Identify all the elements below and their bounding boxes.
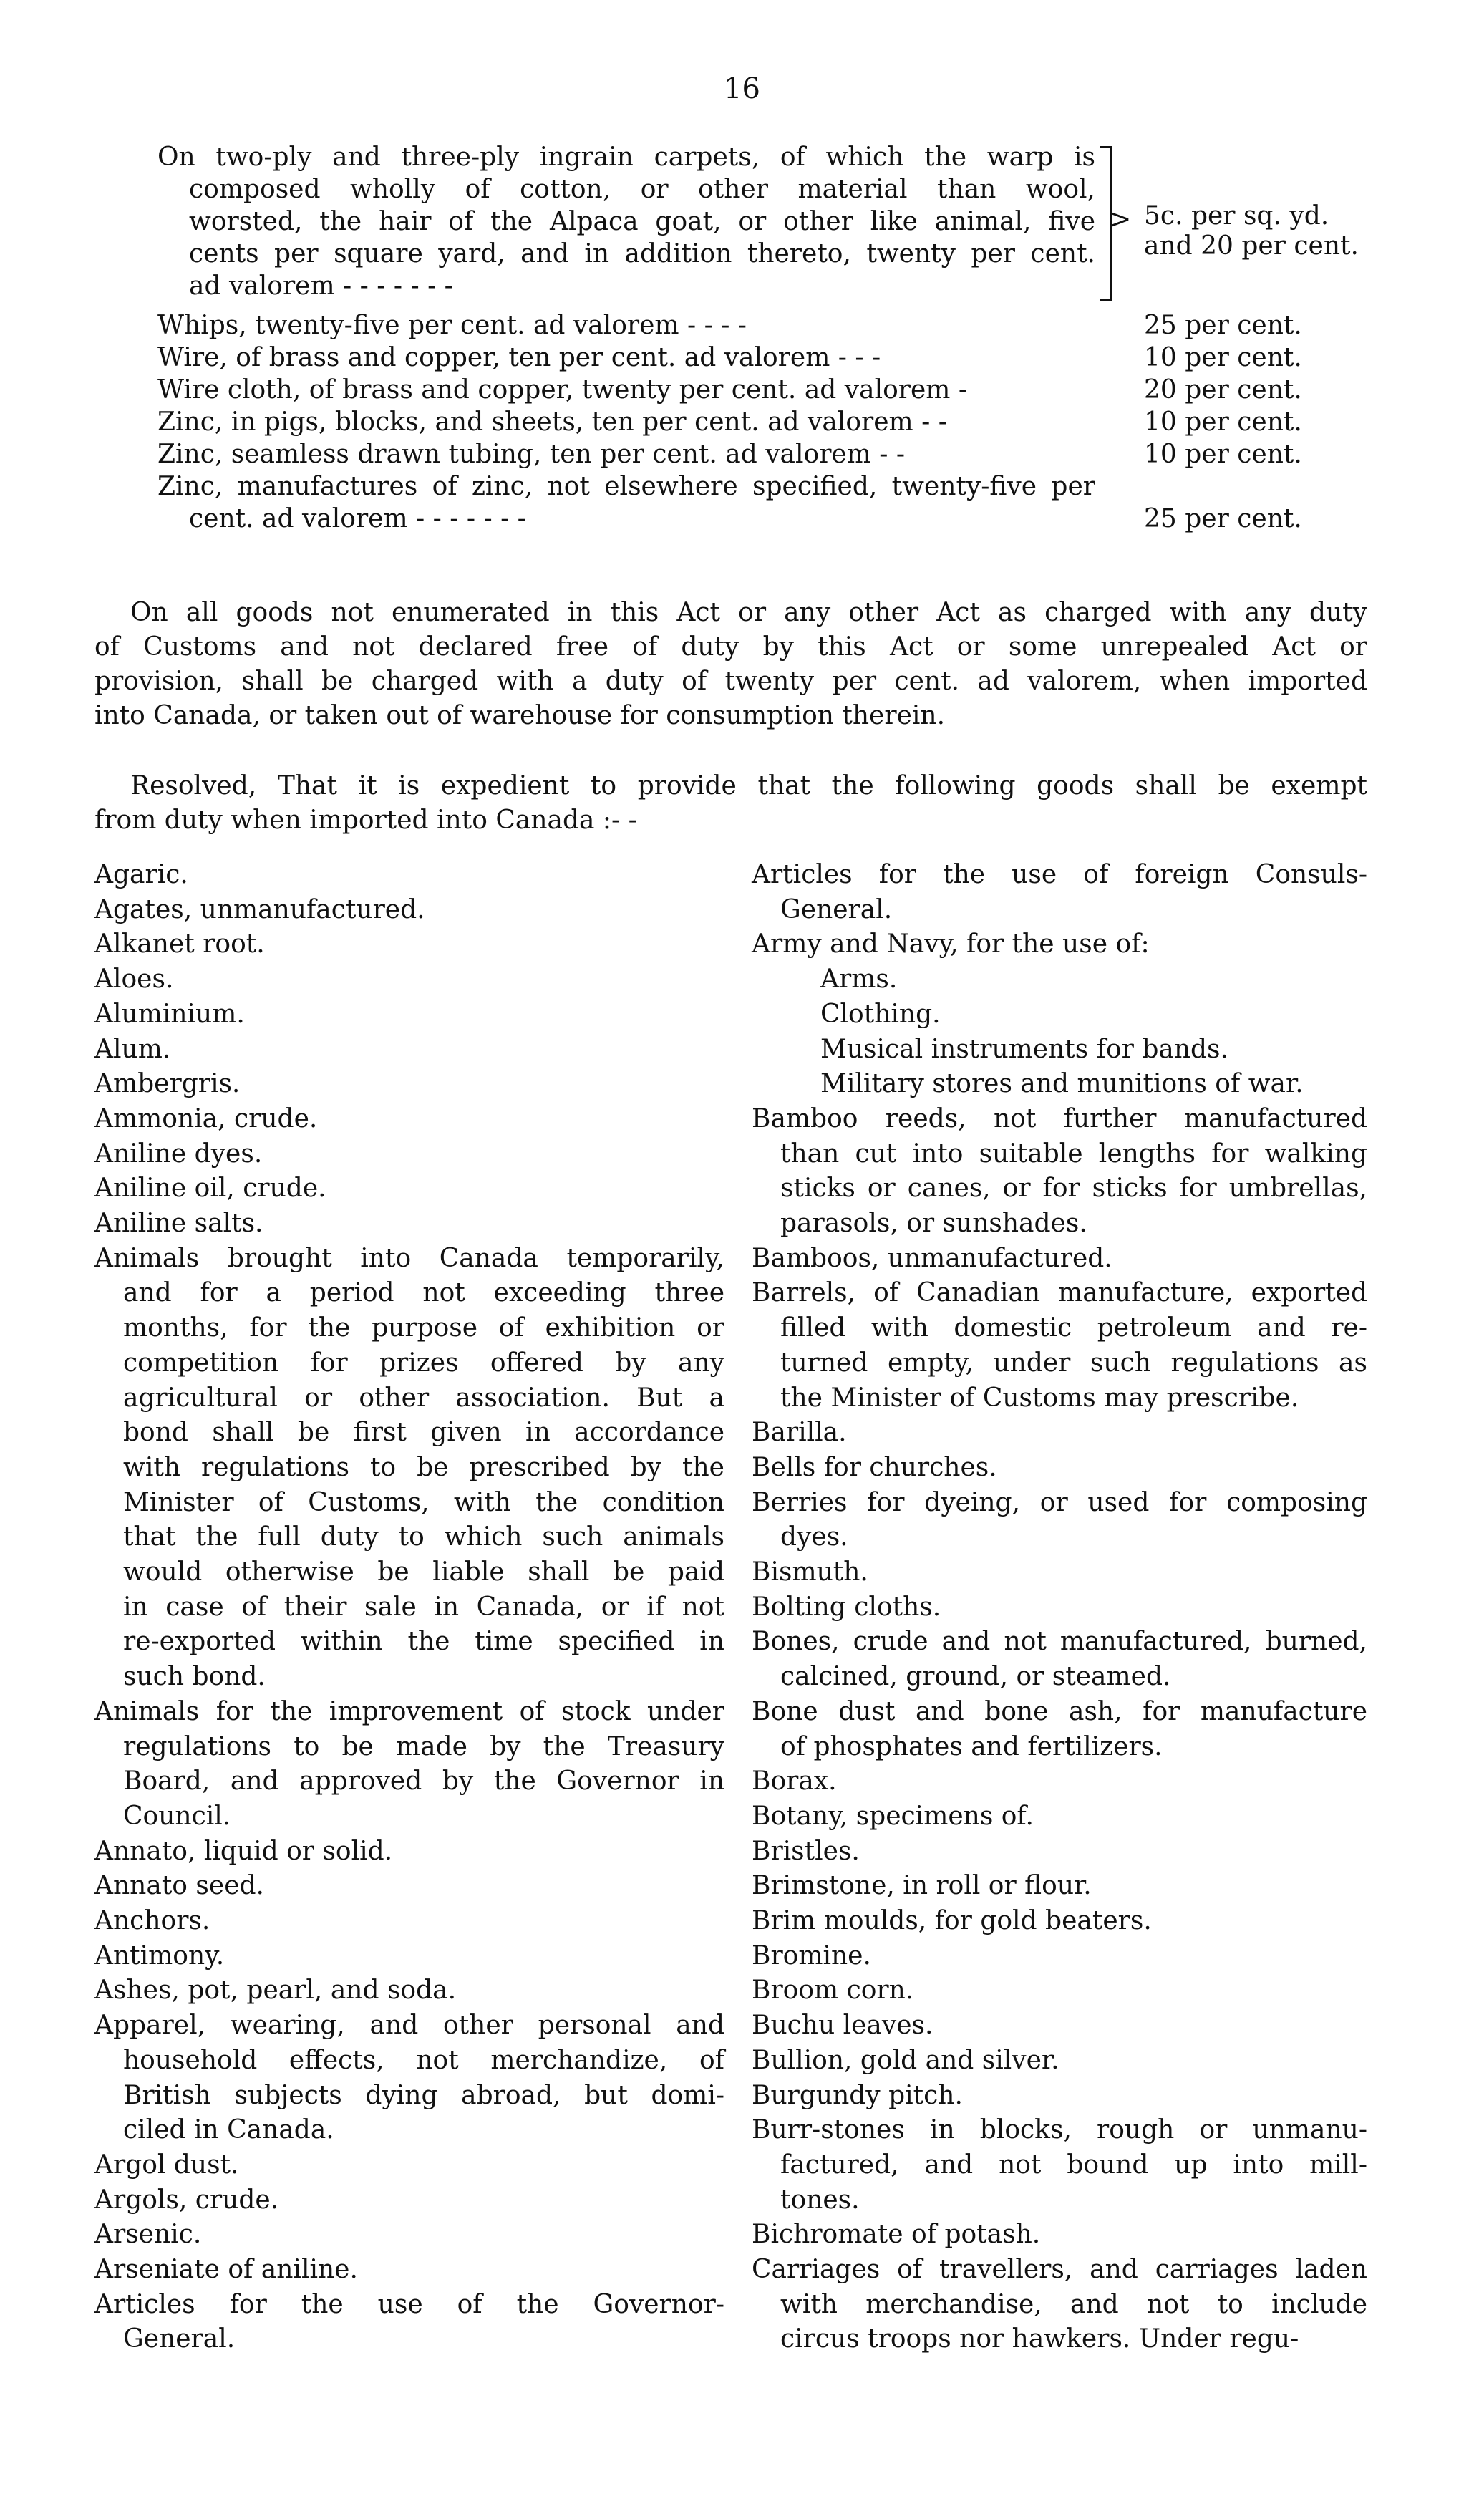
tariff-entry-line: Zinc, manufactures of zinc, not elsewhere specified, twenty-five per	[157, 472, 1095, 501]
list-item: Aniline oil, crude.	[94, 1174, 326, 1204]
list-item: would otherwise be liable shall be paid	[123, 1557, 724, 1587]
list-item: Arseniate of aniline.	[94, 2255, 358, 2284]
list-item: Arsenic.	[94, 2220, 202, 2250]
list-item: factured, and not bound up into mill-	[780, 2150, 1367, 2180]
list-item: Bullion, gold and silver.	[752, 2045, 1059, 2075]
tariff-entry-line: ad valorem - - - - - - -	[189, 271, 453, 301]
list-item: Borax.	[752, 1766, 837, 1797]
tariff-entry-line: Wire cloth, of brass and copper, twenty per cent. ad valorem -	[157, 375, 968, 405]
list-item: Bromine.	[752, 1940, 871, 1971]
list-item: re-exported within the time specified in	[123, 1627, 724, 1657]
list-item: Brim moulds, for gold beaters.	[752, 1906, 1152, 1935]
tariff-rate: 10 per cent.	[1144, 407, 1302, 437]
list-item: Burgundy pitch.	[752, 2080, 963, 2110]
tariff-rate: 25 per cent.	[1144, 504, 1302, 533]
list-item: Carriages of travellers, and carriages laden	[752, 2255, 1367, 2284]
list-item: Articles for the use of foreign Consuls-	[752, 860, 1367, 889]
paragraph-line: On all goods not enumerated in this Act or any other Act as charged with any duty	[130, 598, 1367, 627]
list-item: General.	[123, 2324, 236, 2354]
tariff-rate: 25 per cent.	[1144, 311, 1302, 340]
list-item: and for a period not exceeding three	[123, 1278, 724, 1308]
brace-point: >	[1110, 204, 1132, 234]
list-item: Antimony.	[94, 1940, 225, 1971]
list-item: sticks or canes, or for sticks for umbrellas,	[780, 1174, 1367, 1204]
list-item: Buchu leaves.	[752, 2011, 933, 2041]
list-item: with merchandise, and not to include	[780, 2289, 1367, 2319]
list-item: Board, and approved by the Governor in	[123, 1766, 724, 1797]
list-item: Broom corn.	[752, 1976, 914, 2006]
list-item: calcined, ground, or steamed.	[780, 1662, 1171, 1692]
tariff-entry-line: Whips, twenty-five per cent. ad valorem - - - -	[157, 311, 747, 340]
list-item: Aloes.	[94, 964, 174, 995]
list-item: in case of their sale in Canada, or if not	[123, 1592, 724, 1622]
tariff-entry-line: Wire, of brass and copper, ten per cent. ad valorem - - -	[157, 343, 881, 372]
tariff-rate: and 20 per cent.	[1144, 231, 1359, 261]
list-item: bond shall be first given in accordance	[123, 1418, 724, 1448]
list-item: tones.	[780, 2185, 860, 2215]
paragraph-line: of Customs and not declared free of duty by this Act or some unrepealed Act or	[94, 632, 1367, 662]
tariff-entry-line: cent. ad valorem - - - - - - -	[189, 504, 526, 533]
list-item: Annato, liquid or solid.	[94, 1836, 393, 1866]
tariff-rate: 10 per cent.	[1144, 440, 1302, 469]
list-item: Ammonia, crude.	[94, 1103, 318, 1133]
list-item: General.	[780, 894, 893, 924]
list-item: British subjects dying abroad, but domi-	[123, 2080, 724, 2110]
list-item: Ambergris.	[94, 1069, 241, 1099]
list-item: Clothing.	[820, 999, 941, 1029]
list-item: Annato seed.	[94, 1871, 264, 1901]
tariff-entry-line: worsted, the hair of the Alpaca goat, or other like animal, five	[189, 207, 1095, 236]
list-item: Animals brought into Canada temporarily,	[94, 1243, 724, 1273]
list-item: Apparel, wearing, and other personal and	[94, 2011, 724, 2041]
list-item: Minister of Customs, with the condition	[123, 1487, 724, 1517]
list-item: Arms.	[820, 964, 898, 995]
list-item: with regulations to be prescribed by the	[123, 1452, 724, 1482]
list-item: such bond.	[123, 1662, 266, 1692]
list-item: Articles for the use of the Governor-	[94, 2289, 724, 2319]
list-item: Bristles.	[752, 1836, 860, 1866]
list-item: Berries for dyeing, or used for composing	[752, 1487, 1367, 1517]
list-item: Military stores and munitions of war.	[820, 1069, 1304, 1099]
list-item: Bamboo reeds, not further manufactured	[752, 1103, 1367, 1133]
tariff-entry-line: Zinc, seamless drawn tubing, ten per cent. ad valorem - -	[157, 440, 906, 469]
list-item: that the full duty to which such animals	[123, 1522, 724, 1552]
paragraph-line: from duty when imported into Canada :- -	[94, 806, 637, 835]
list-item: Animals for the improvement of stock under	[94, 1696, 724, 1726]
tariff-rate: 10 per cent.	[1144, 343, 1302, 372]
list-item: Bones, crude and not manufactured, burned,	[752, 1627, 1367, 1657]
list-item: of phosphates and fertilizers.	[780, 1731, 1163, 1761]
list-item: ciled in Canada.	[123, 2115, 334, 2145]
list-item: Ashes, pot, pearl, and soda.	[94, 1976, 457, 2006]
list-item: Anchors.	[94, 1906, 210, 1935]
list-item: the Minister of Customs may prescribe.	[780, 1383, 1299, 1413]
list-item: parasols, or sunshades.	[780, 1209, 1087, 1238]
list-item: regulations to be made by the Treasury	[123, 1731, 724, 1761]
tariff-entry-line: composed wholly of cotton, or other material than wool,	[189, 175, 1095, 204]
page-number: 16	[724, 72, 760, 105]
paragraph-line: into Canada, or taken out of warehouse for consumption therein.	[94, 701, 946, 730]
list-item: turned empty, under such regulations as	[780, 1348, 1367, 1378]
list-item: Aniline dyes.	[94, 1138, 263, 1169]
list-item: Barilla.	[752, 1418, 847, 1448]
tariff-entry-line: cents per square yard, and in addition thereto, twenty per cent.	[189, 239, 1095, 269]
list-item: Argols, crude.	[94, 2185, 279, 2215]
list-item: Bichromate of potash.	[752, 2220, 1041, 2250]
list-item: agricultural or other association. But a	[123, 1383, 724, 1413]
list-item: competition for prizes offered by any	[123, 1348, 724, 1378]
paragraph-line: provision, shall be charged with a duty of twenty per cent. ad valorem, when imported	[94, 667, 1367, 696]
list-item: Burr-stones in blocks, rough or unmanu-	[752, 2115, 1367, 2145]
list-item: circus troops nor hawkers. Under regu-	[780, 2324, 1299, 2354]
list-item: months, for the purpose of exhibition or	[123, 1313, 724, 1343]
list-item: household effects, not merchandize, of	[123, 2045, 724, 2075]
list-item: Alum.	[94, 1034, 171, 1064]
list-item: Alkanet root.	[94, 929, 265, 959]
tariff-rate: 5c. per sq. yd.	[1144, 201, 1329, 231]
list-item: Aluminium.	[94, 999, 245, 1029]
list-item: Army and Navy, for the use of:	[752, 929, 1150, 959]
list-item: Bolting cloths.	[752, 1592, 941, 1622]
paragraph-line: Resolved, That it is expedient to provide that the following goods shall be exempt	[130, 771, 1367, 801]
list-item: Bismuth.	[752, 1557, 868, 1587]
list-item: Barrels, of Canadian manufacture, exported	[752, 1278, 1367, 1308]
list-item: Brimstone, in roll or flour.	[752, 1871, 1092, 1901]
list-item: Bamboos, unmanufactured.	[752, 1243, 1112, 1273]
list-item: than cut into suitable lengths for walking	[780, 1138, 1367, 1169]
list-item: Bone dust and bone ash, for manufacture	[752, 1696, 1367, 1726]
tariff-entry-line: On two-ply and three-ply ingrain carpets, of which the warp is	[157, 142, 1095, 172]
list-item: Agaric.	[94, 860, 188, 889]
list-item: Agates, unmanufactured.	[94, 894, 425, 924]
list-item: filled with domestic petroleum and re-	[780, 1313, 1367, 1343]
list-item: Bells for churches.	[752, 1452, 997, 1482]
tariff-rate: 20 per cent.	[1144, 375, 1302, 405]
list-item: Council.	[123, 1801, 231, 1831]
list-item: dyes.	[780, 1522, 848, 1552]
tariff-entry-line: Zinc, in pigs, blocks, and sheets, ten per cent. ad valorem - -	[157, 407, 947, 437]
list-item: Botany, specimens of.	[752, 1801, 1034, 1831]
list-item: Musical instruments for bands.	[820, 1034, 1228, 1064]
list-item: Aniline salts.	[94, 1209, 263, 1238]
list-item: Argol dust.	[94, 2150, 239, 2180]
